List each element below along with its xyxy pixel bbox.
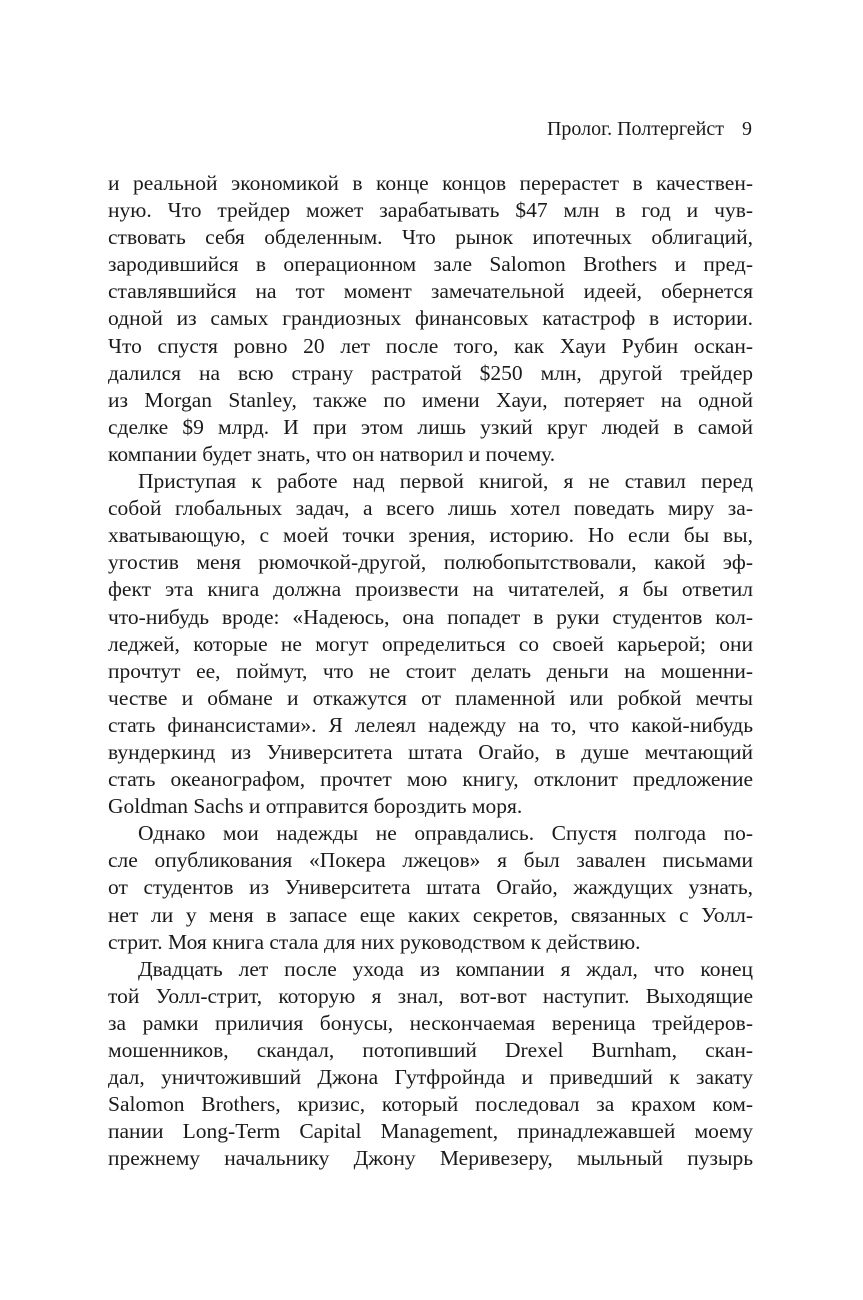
paragraph xyxy=(108,170,753,468)
page-number: 9 xyxy=(742,118,752,140)
text-line: Что спустя ровно 20 лет после того, как Хауи Рубин оскан- xyxy=(108,333,753,358)
text-line: ствовать себя обделенным. Что рынок ипотечных облигаций, xyxy=(108,225,753,250)
text-line: сле опубликования «Покера лжецов» я был завален письмами xyxy=(108,848,753,873)
text-line: пании Long-Term Capital Management, принадлежавшей моему xyxy=(108,1119,753,1144)
text-line: прочтут ее, поймут, что не стоит делать деньги на мошенни- xyxy=(108,658,753,683)
text-line: компании будет знать, что он натворил и почему. xyxy=(108,441,556,466)
text-line: далился на всю страну растратой $250 млн, другой трейдер xyxy=(108,360,753,385)
chapter-title: Пролог. Полтергейст xyxy=(546,118,724,140)
text-line: Salomon Brothers, кризис, который последовал за крахом ком- xyxy=(108,1092,753,1117)
text-line: Приступая к работе над первой книгой, я не ставил перед xyxy=(138,469,753,494)
text-line: той Уолл-стрит, которую я знал, вот-вот наступит. Выходящие xyxy=(108,983,753,1008)
text-line: собой глобальных задач, а всего лишь хотел поведать миру за- xyxy=(108,496,753,521)
paragraph xyxy=(108,820,753,955)
text-line: стать финансистами». Я лелеял надежду на то, что какой-нибудь xyxy=(108,712,753,737)
text-line: угостив меня рюмочкой-другой, полюбопытствовали, какой эф- xyxy=(108,550,753,575)
text-line: одной из самых грандиозных финансовых катастроф в истории. xyxy=(108,306,753,331)
text-line: фект эта книга должна произвести на читателей, я бы ответил xyxy=(108,577,753,602)
paragraph xyxy=(108,956,753,1173)
text-line: зародившийся в операционном зале Salomon Brothers и пред- xyxy=(108,252,753,277)
text-line: мошенников, скандал, потопивший Drexel Burnham, скан- xyxy=(108,1038,753,1062)
text-line: дал, уничтоживший Джона Гутфройнда и приведший к закату xyxy=(108,1065,753,1090)
text-line: стать океанографом, прочтет мою книгу, отклонит предложение xyxy=(108,767,753,792)
text-line: что-нибудь вроде: «Надеюсь, она попадет в руки студентов кол- xyxy=(108,604,753,629)
text-line: за рамки приличия бонусы, нескончаемая вереница трейдеров- xyxy=(108,1010,753,1035)
text-line: от студентов из Университета штата Огайо, жаждущих узнать, xyxy=(108,875,753,900)
text-line: Однако мои надежды не оправдались. Спустя полгода по- xyxy=(138,821,753,846)
text-line: честве и обмане и откажутся от пламенной или робкой мечты xyxy=(108,685,753,710)
text-line: из Morgan Stanley, также по имени Хауи, потеряет на одной xyxy=(108,387,753,412)
text-line: Goldman Sachs и отправится бороздить моря. xyxy=(108,794,523,819)
text-line: прежнему начальнику Джону Меривезеру, мыльный пузырь xyxy=(108,1146,753,1171)
text-line: леджей, которые не могут определиться со своей карьерой; они xyxy=(108,631,753,656)
text-line: сделке $9 млрд. И при этом лишь узкий круг людей в самой xyxy=(108,414,753,439)
text-line: вундеркинд из Университета штата Огайо, в душе мечтающий xyxy=(108,739,753,764)
text-line: нет ли у меня в запасе еще каких секретов, связанных с Уолл- xyxy=(108,902,753,927)
paragraph xyxy=(108,468,753,820)
text-line: ставлявшийся на тот момент замечательной идеей, обернется xyxy=(108,279,753,304)
text-line: ную. Что трейдер может зарабатывать $47 млн в год и чув- xyxy=(108,198,753,223)
text-line: стрит. Моя книга стала для них руководством к действию. xyxy=(108,929,641,954)
text-line: Двадцать лет после ухода из компании я ждал, что конец xyxy=(138,956,753,981)
text-line: и реальной экономикой в конце концов перерастет в качествен- xyxy=(108,171,753,195)
running-header xyxy=(547,118,752,141)
text-line: хватывающую, с моей точки зрения, историю. Но если бы вы, xyxy=(108,523,753,548)
page-body-text xyxy=(108,170,753,1172)
